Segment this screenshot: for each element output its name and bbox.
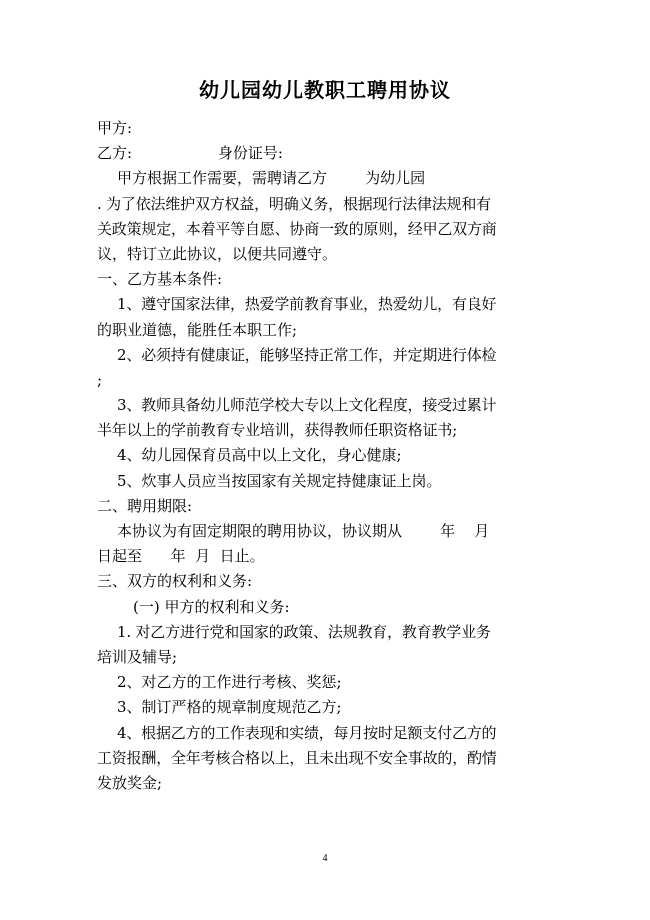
subsection-heading: (一) 甲方的权利和义务: [133,597,290,616]
list-item-continuation: 的职业道德，能胜任本职工作; [97,320,298,339]
list-item-continuation: 工资报酬，全年考核合格以上，且未出现不安全事故的，酌情 [97,748,497,767]
section-heading: 三、双方的权利和义务: [97,572,253,591]
paragraph-line: 议，特订立此协议，以便共同遵守。 [97,244,338,263]
list-item-continuation: 发放奖金; [97,773,163,792]
list-item: 3、教师具备幼儿师范学校大专以上文化程度，接受过累计 [117,396,497,415]
list-item: 4、根据乙方的工作表现和实绩，每月按时足额支付乙方的 [117,723,497,742]
document-body [97,116,557,796]
list-item: 4、幼儿园保育员高中以上文化，身心健康; [117,446,402,465]
list-item: 5、炊事人员应当按国家有关规定持健康证上岗。 [117,471,442,490]
page-number: 4 [322,853,328,864]
list-item: 2、必须持有健康证，能够坚持正常工作，并定期进行体检 [117,345,497,364]
paragraph-line: 关政策规定，本着平等自愿、协商一致的原则，经甲乙双方商 [97,219,497,238]
document-title: 幼儿园幼儿教职工聘用协议 [199,78,451,102]
party-a-line: 甲方: [97,119,133,137]
list-item: 1. 对乙方进行党和国家的政策、法规教育，教育教学业务 [117,622,491,641]
section-heading: 二、聘用期限: [97,496,193,515]
list-item-continuation: 半年以上的学前教育专业培训，获得教师任职资格证书; [97,421,458,440]
list-item: 3、制订严格的规章制度规范乙方; [117,698,342,717]
party-b-line: 乙方: 身份证号: [97,144,283,163]
list-item: 2、对乙方的工作进行考核、奖惩; [117,673,342,692]
list-item-continuation: ; [97,370,103,389]
paragraph-line: 本协议为有固定期限的聘用协议，协议期从 年 月 [117,522,490,540]
paragraph-line: . 为了依法维护双方权益，明确义务，根据现行法律法规和有 [97,194,491,213]
list-item-continuation: 培训及辅导; [97,647,178,666]
list-item: 1、遵守国家法律，热爱学前教育事业，热爱幼儿，有良好 [117,295,497,314]
section-heading: 一、乙方基本条件: [97,270,223,289]
paragraph-line: 甲方根据工作需要，需聘请乙方 为幼儿园 [117,169,426,188]
paragraph-line: 日起至 年 月 日止。 [97,547,265,566]
